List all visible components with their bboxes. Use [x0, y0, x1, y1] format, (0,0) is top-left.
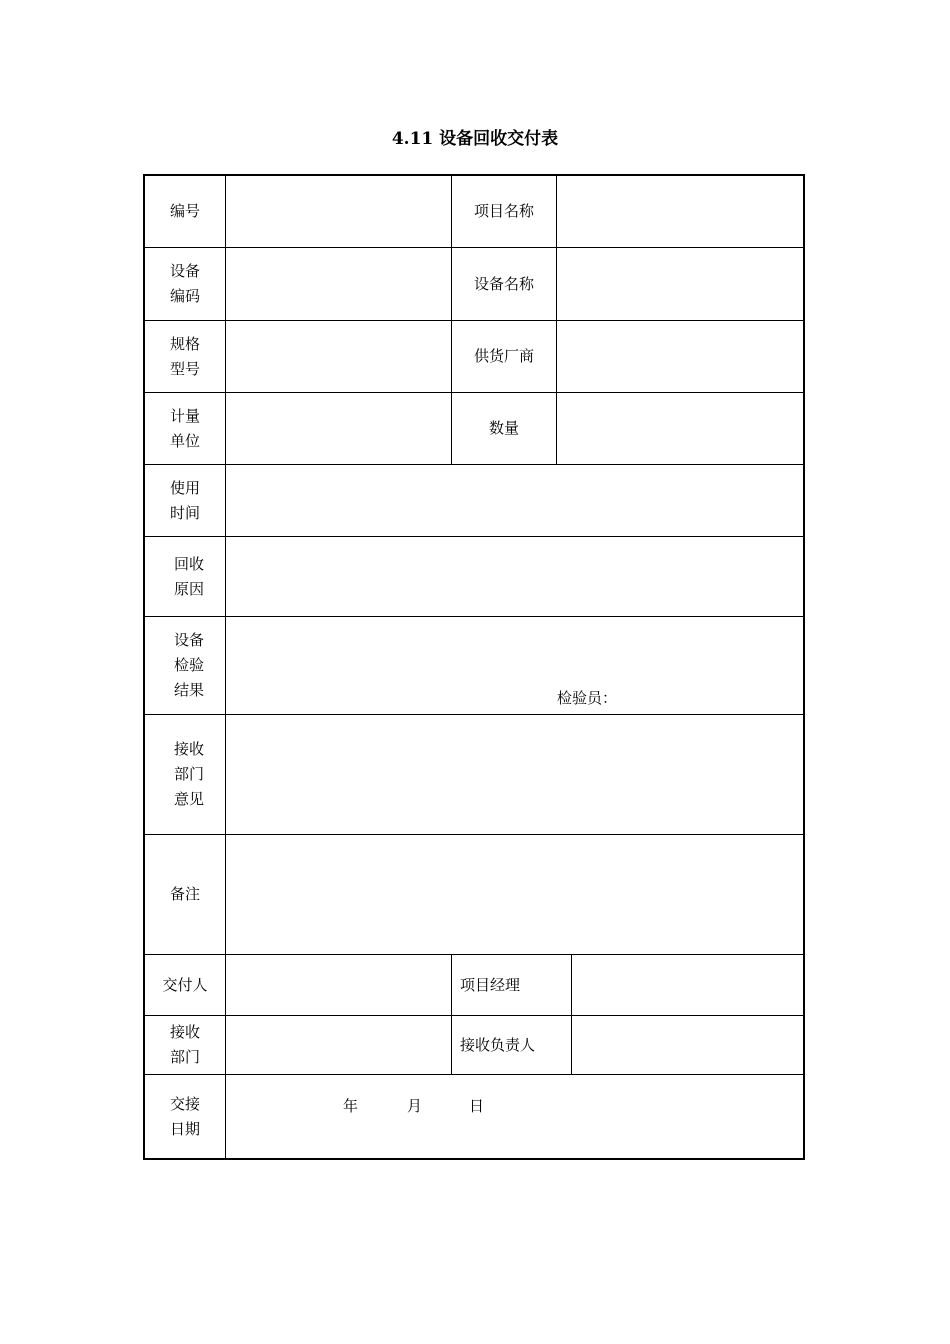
- receiving-dept-field[interactable]: [226, 1016, 451, 1074]
- label-remarks: 备注: [169, 885, 200, 903]
- label-receiving-dept-opinion: 接收 部门 意见: [173, 740, 204, 808]
- spec-model-field[interactable]: [226, 321, 451, 392]
- label-handover-date: 交接 日期: [169, 1094, 200, 1138]
- equipment-code-field[interactable]: [226, 248, 451, 320]
- supplier-field[interactable]: [557, 321, 803, 392]
- number-field[interactable]: [226, 176, 451, 247]
- label-receiving-dept: 接收 部门: [169, 1023, 200, 1066]
- inspector-label: 检验员：: [557, 689, 618, 707]
- inspection-result-field[interactable]: [226, 617, 803, 714]
- equipment-name-field[interactable]: [557, 248, 803, 320]
- deliverer-field[interactable]: [226, 955, 451, 1015]
- label-number: 编号: [169, 202, 200, 220]
- label-quantity: 数量: [488, 419, 519, 437]
- receiving-dept-opinion-field[interactable]: [226, 715, 803, 834]
- project-name-field[interactable]: [557, 176, 803, 247]
- unit-field[interactable]: [226, 393, 451, 464]
- label-inspection-result: 设备 检验 结果: [173, 631, 204, 699]
- label-equipment-name: 设备名称: [473, 274, 534, 293]
- project-manager-field[interactable]: [572, 955, 803, 1015]
- label-unit: 计量 单位: [169, 406, 200, 450]
- handover-form: [143, 174, 805, 1160]
- usage-time-field[interactable]: [226, 465, 803, 536]
- handover-date-field[interactable]: [226, 1075, 803, 1158]
- label-supplier: 供货厂商: [473, 347, 534, 365]
- recovery-reason-field[interactable]: [226, 537, 803, 616]
- page-title: 4.11 设备回收交付表: [391, 129, 559, 149]
- label-usage-time: 使用 时间: [169, 478, 200, 522]
- label-deliverer: 交付人: [162, 975, 208, 994]
- date-month-label: 月: [407, 1097, 423, 1115]
- quantity-field[interactable]: [557, 393, 803, 464]
- label-spec-model: 规格 型号: [169, 334, 200, 378]
- date-day-label: 日: [469, 1097, 485, 1115]
- label-project-manager: 项目经理: [460, 975, 521, 994]
- remarks-field[interactable]: [226, 835, 803, 954]
- label-recovery-reason: 回收 原因: [173, 554, 204, 598]
- label-receiving-person: 接收负责人: [460, 1035, 536, 1054]
- date-year-label: 年: [343, 1097, 359, 1115]
- label-equipment-code: 设备 编码: [169, 262, 200, 305]
- receiving-person-field[interactable]: [572, 1016, 803, 1074]
- label-project-name: 项目名称: [473, 202, 534, 220]
